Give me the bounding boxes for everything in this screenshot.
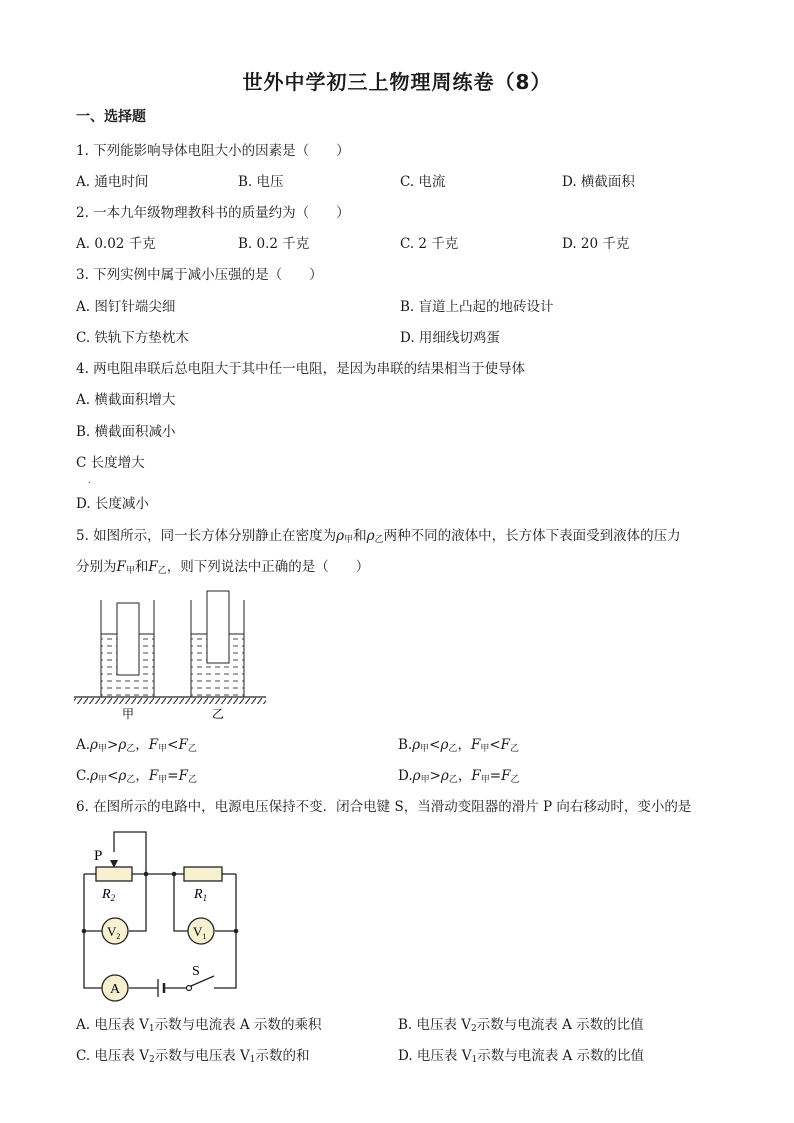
q2-option-d[interactable]: D. 20 千克 xyxy=(562,236,630,252)
q6-circuit xyxy=(70,822,250,1006)
wire-v1-left xyxy=(174,874,188,931)
q6-option-a[interactable]: A. 电压表 $V_1$示数与电流表 A 示数的乘积 xyxy=(76,1017,322,1034)
q1-option-a[interactable]: A. 通电时间 xyxy=(76,174,149,190)
junction-right xyxy=(234,929,239,934)
q2-option-c[interactable]: C. 2 千克 xyxy=(400,236,459,252)
label-v1: $V_1$ xyxy=(193,924,207,941)
junction-left xyxy=(82,929,87,934)
switch-pivot xyxy=(187,986,192,991)
q1-stem: 1. 下列能影响导体电阻大小的因素是（ ） xyxy=(76,143,350,159)
ground-hatch xyxy=(74,698,266,704)
section-heading: 一、选择题 xyxy=(76,109,146,125)
q3-stem: 3. 下列实例中属于减小压强的是（ ） xyxy=(76,267,323,283)
label-r1: $R_1$ xyxy=(194,887,208,903)
label-yi: 乙 xyxy=(212,707,225,721)
q2-stem: 2. 一本九年级物理教科书的质量约为（ ） xyxy=(76,205,350,221)
q6-option-d[interactable]: D. 电压表 $V_1$示数与电流表 A 示数的比值 xyxy=(398,1048,645,1065)
q2-option-b[interactable]: B. 0.2 千克 xyxy=(238,236,310,252)
q5-option-b[interactable]: $B.\rho_甲<\rho_乙$，$F_甲<F_乙$ xyxy=(398,737,520,754)
q5-option-a[interactable]: $A.\rho_甲>\rho_乙$，$F_甲<F_乙$ xyxy=(76,737,197,754)
label-v2: $V_2$ xyxy=(107,924,121,941)
q1-option-b[interactable]: B. 电压 xyxy=(238,174,284,190)
q6-stem: 6. 在图所示的电路中，电源电压保持不变．闭合电键 S，当滑动变阻器的滑片 P 向右移动时，变小的是 xyxy=(76,799,692,815)
block-yi xyxy=(207,591,229,663)
q2-option-a[interactable]: A. 0.02 千克 xyxy=(76,236,156,252)
q1-option-d[interactable]: D. 横截面积 xyxy=(562,174,635,190)
q3-option-b[interactable]: B. 盲道上凸起的地砖设计 xyxy=(400,299,554,315)
q5-option-c[interactable]: $C.\rho_甲<\rho_乙$，$F_甲=F_乙$ xyxy=(76,768,197,785)
page-title: 世外中学初三上物理周练卷（8） xyxy=(242,70,552,94)
stray-mark: . xyxy=(88,476,91,485)
q6-option-c[interactable]: C. 电压表 $V_2$示数与电压表 $V_1$示数的和 xyxy=(76,1048,310,1065)
q5-option-d[interactable]: $D.\rho_甲>\rho_乙$，$F_甲=F_乙$ xyxy=(398,768,520,785)
label-a: A xyxy=(110,982,121,997)
block-jia xyxy=(117,603,139,675)
q1-option-c[interactable]: C. 电流 xyxy=(400,174,446,190)
q4-stem: 4. 两电阻串联后总电阻大于其中任一电阻，是因为串联的结果相当于使导体 xyxy=(76,361,526,377)
q5-stem-line1: 5. 如图所示，同一长方体分别静止在密度为$\rho_甲$和$\rho_乙$两种不同的液体中，长方体下表面受到液体的压力 xyxy=(76,528,681,545)
q3-option-a[interactable]: A. 图钉针端尖细 xyxy=(76,299,176,315)
q4-option-a[interactable]: A. 横截面积增大 xyxy=(76,392,176,408)
q4-option-d[interactable]: D. 长度减小 xyxy=(76,496,149,512)
q6-option-b[interactable]: B. 电压表 $V_2$示数与电流表 A 示数的比值 xyxy=(398,1017,644,1034)
q3-option-d[interactable]: D. 用细线切鸡蛋 xyxy=(400,330,500,346)
resistor-r1 xyxy=(184,867,222,881)
q4-option-c[interactable]: C 长度增大 xyxy=(76,455,145,471)
label-s: S xyxy=(192,964,200,979)
resistor-r2 xyxy=(96,867,132,881)
q4-option-b[interactable]: B. 横截面积减小 xyxy=(76,424,176,440)
q5-stem-line2: 分别为$F_甲$和$F_乙$，则下列说法中正确的是（ ） xyxy=(76,559,370,576)
label-p: P xyxy=(94,848,103,864)
junction-r1 xyxy=(172,872,177,877)
junction-top xyxy=(144,872,149,877)
q3-option-c[interactable]: C. 铁轨下方垫枕木 xyxy=(76,330,189,346)
q5-figure xyxy=(70,586,270,722)
label-r2: $R_2$ xyxy=(102,887,116,903)
label-jia: 甲 xyxy=(122,707,135,721)
